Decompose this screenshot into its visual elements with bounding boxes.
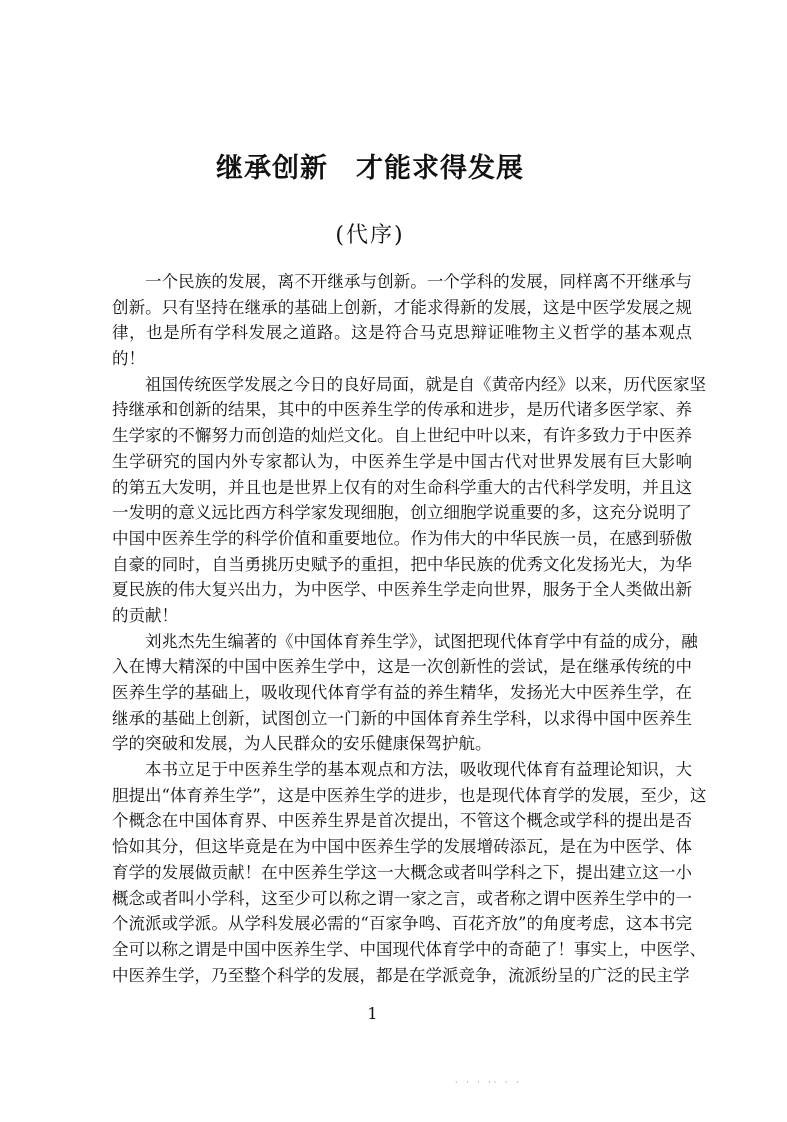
text-line: 夏民族的伟大复兴出力，为中医学、中医养生学走向世界，服务于全人类做出新 [112,580,692,600]
text-line: 中医养生学，乃至整个科学的发展，都是在学派竞争，流派纷呈的广泛的民主学 [112,965,690,985]
text-line: 个流派或学派。从学科发展必需的“百家争鸣、百花齐放”的角度考虑，这本书完 [112,914,692,934]
text-line: 刘兆杰先生编著的《中国体育养生学》，试图把现代体育学中有益的成分，融 [145,631,698,651]
text-line: 本书立足于中医养生学的基本观点和方法，吸收现代体育有益理论知识，大 [145,760,692,780]
paragraph [112,629,698,757]
text-line: 中国中医养生学的科学价值和重要地位。作为伟大的中华民族一员，在感到骄傲 [112,528,692,548]
text-line: 的！ [112,349,145,369]
text-line: 生学研究的国内外专家都认为，中医养生学是中国古代对世界发展有巨大影响 [112,451,692,471]
text-line: 一发明的意义远比西方科学家发现细胞，创立细胞学说重要的多，这充分说明了 [112,503,692,523]
text-line: 的贡献！ [112,605,178,625]
paragraph [112,372,706,629]
text-line: 继承的基础上创新，试图创立一门新的中国体育养生学科，以求得中国中医养生 [112,708,692,728]
text-line: 育学的发展做贡献！在中医养生学这一大概念或者叫学科之下，提出建立这一小 [112,862,692,882]
text-line: 恰如其分，但这毕竟是在为中国中医养生学的发展增砖添瓦，是在为中医学、体 [112,837,692,857]
body-text [112,269,707,988]
text-line: 个概念在中国体育界、中医养生界是首次提出，不管这个概念或学科的提出是否 [112,811,692,831]
page-subtitle: (代序) [335,223,405,248]
paragraph [112,757,707,988]
page-number: 1 [367,1004,378,1023]
text-line: 概念或者叫小学科，这至少可以称之谓一家之言，或者称之谓中医养生学中的一 [112,888,692,908]
text-line: 胆提出“体育养生学”，这是中医养生学的进步，也是现代体育学的发展，至少，这 [112,785,707,805]
text-line: 全可以称之谓是中国中医养生学、中国现代体育学中的奇葩了！事实上，中医学、 [112,939,706,959]
text-line: 入在博大精深的中国中医养生学中，这是一次创新性的尝试，是在继承传统的中 [112,657,692,677]
scan-specks: · · · ·· · · [455,1078,522,1087]
text-line: 医养生学的基础上，吸收现代体育学有益的养生精华，发扬光大中医养生学，在 [112,683,692,702]
text-line: 自豪的同时，自当勇挑历史赋予的重担，把中华民族的优秀文化发扬光大，为华 [112,554,692,574]
text-line: 的第五大发明，并且也是世界上仅有的对生命科学重大的古代科学发明，并且这 [112,477,692,497]
text-line: 创新。只有坚持在继承的基础上创新，才能求得新的发展，这是中医学发展之规 [112,297,692,317]
text-line: 祖国传统医学发展之今日的良好局面，就是自《黄帝内经》以来，历代医家坚 [145,374,706,394]
text-line: 生学家的不懈努力而创造的灿烂文化。自上世纪中叶以来，有许多致力于中医养 [112,426,692,446]
page-title: 继承创新 才能求得发展 [216,153,524,184]
paragraph [112,269,692,372]
text-line: 一个民族的发展，离不开继承与创新。一个学科的发展，同样离不开继承与 [145,272,692,291]
text-line: 持继承和创新的结果，其中的中医养生学的传承和进步，是历代诸多医学家、养 [112,400,692,420]
text-line: 学的突破和发展，为人民群众的安乐健康保驾护航。 [112,734,492,754]
text-line: 律，也是所有学科发展之道路。这是符合马克思辩证唯物主义哲学的基本观点 [112,323,692,343]
